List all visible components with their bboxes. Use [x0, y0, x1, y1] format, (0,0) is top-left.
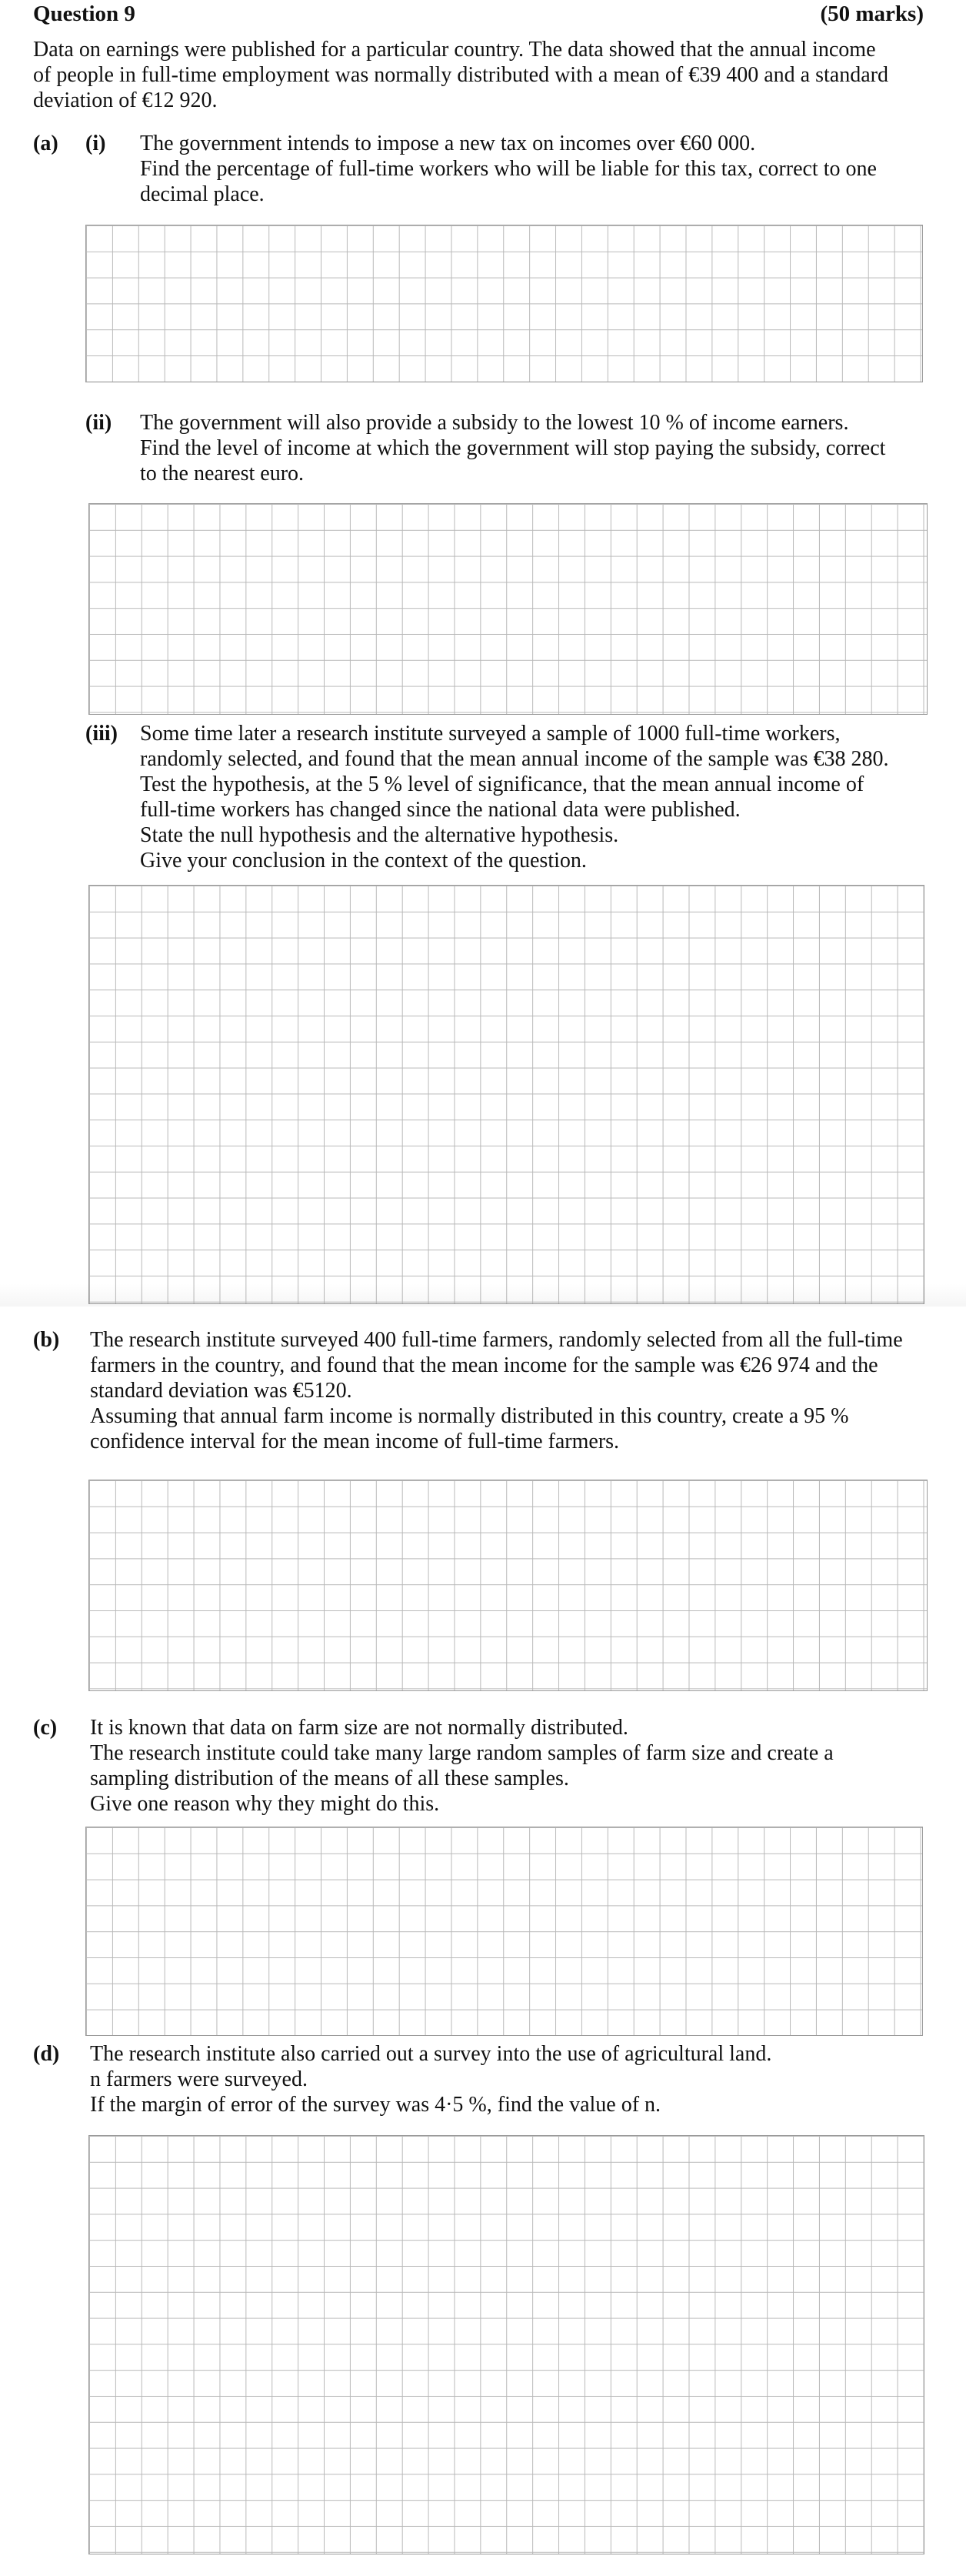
- intro-line: deviation of €12 920.: [33, 88, 218, 112]
- part-b-line: confidence interval for the mean income of full-time farmers.: [90, 1430, 620, 1453]
- answer-grid-c[interactable]: [85, 1827, 923, 2036]
- part-c-line: It is known that data on farm size are not normally distributed.: [90, 1716, 628, 1740]
- part-a-ii-text: [140, 410, 885, 486]
- part-a-ii-label: (ii): [85, 411, 112, 435]
- part-a-iii-line: State the null hypothesis and the alternative hypothesis.: [140, 823, 619, 847]
- intro-line: Data on earnings were published for a particular country. The data showed that the annual income: [33, 38, 876, 62]
- part-c-line: The research institute could take many large random samples of farm size and create a: [90, 1741, 834, 1765]
- question-intro: [33, 37, 929, 113]
- part-a-i-text: [140, 131, 877, 207]
- question-marks: (50 marks): [820, 2, 924, 26]
- answer-grid-b[interactable]: [88, 1480, 928, 1691]
- answer-grid-d[interactable]: [88, 2135, 924, 2554]
- part-c-line: Give one reason why they might do this.: [90, 1792, 440, 1816]
- part-a-label: (a): [33, 132, 58, 155]
- answer-grid-a-i[interactable]: [85, 225, 923, 382]
- part-a-ii-line: to the nearest euro.: [140, 462, 305, 486]
- part-a-i-line: decimal place.: [140, 182, 265, 206]
- part-a-i-line: The government intends to impose a new tax on incomes over €60 000.: [140, 132, 756, 155]
- part-a-iii-text: [140, 721, 889, 873]
- part-b-line: standard deviation was €5120.: [90, 1379, 352, 1403]
- answer-grid-a-ii[interactable]: [88, 503, 928, 715]
- part-b-line: The research institute surveyed 400 full-time farmers, randomly selected from all the full-time: [90, 1328, 903, 1352]
- part-a-iii-line: Test the hypothesis, at the 5 % level of significance, that the mean annual income of: [140, 772, 864, 796]
- part-a-iii-line: Some time later a research institute surveyed a sample of 1000 full-time workers,: [140, 722, 841, 746]
- part-d-label: (d): [33, 2042, 60, 2066]
- part-a-i-label: (i): [85, 132, 106, 155]
- part-a-iii-line: full-time workers has changed since the national data were published.: [140, 798, 741, 822]
- part-c-label: (c): [33, 1716, 58, 1740]
- part-a-iii-line: randomly selected, and found that the mean annual income of the sample was €38 280.: [140, 747, 889, 771]
- part-b-label: (b): [33, 1328, 60, 1352]
- part-a-ii-line: The government will also provide a subsidy to the lowest 10 % of income earners.: [140, 411, 849, 435]
- answer-grid-a-iii[interactable]: [88, 885, 924, 1304]
- intro-line: of people in full-time employment was normally distributed with a mean of €39 400 and a standard: [33, 63, 888, 87]
- part-d-line: The research institute also carried out a survey into the use of agricultural land.: [90, 2042, 772, 2066]
- question-title: Question 9: [33, 2, 135, 26]
- part-b-line: farmers in the country, and found that the mean income for the sample was €26 974 and the: [90, 1353, 878, 1377]
- part-a-iii-label: (iii): [85, 722, 118, 746]
- part-d-line: n farmers were surveyed.: [90, 2067, 308, 2091]
- part-b-line: Assuming that annual farm income is normally distributed in this country, create a 95 %: [90, 1404, 849, 1428]
- part-d-line: If the margin of error of the survey was 4·5 %, find the value of n.: [90, 2093, 661, 2117]
- part-c-text: [90, 1715, 834, 1817]
- part-d-text: [90, 2041, 771, 2117]
- page-fold-shadow: [0, 1283, 966, 1306]
- part-a-iii-line: Give your conclusion in the context of the question.: [140, 849, 587, 873]
- part-a-ii-line: Find the level of income at which the government will stop paying the subsidy, correct: [140, 436, 886, 460]
- part-b-text: [90, 1327, 903, 1454]
- part-c-line: sampling distribution of the means of all these samples.: [90, 1767, 569, 1790]
- part-a-i-line: Find the percentage of full-time workers who will be liable for this tax, correct to one: [140, 157, 877, 181]
